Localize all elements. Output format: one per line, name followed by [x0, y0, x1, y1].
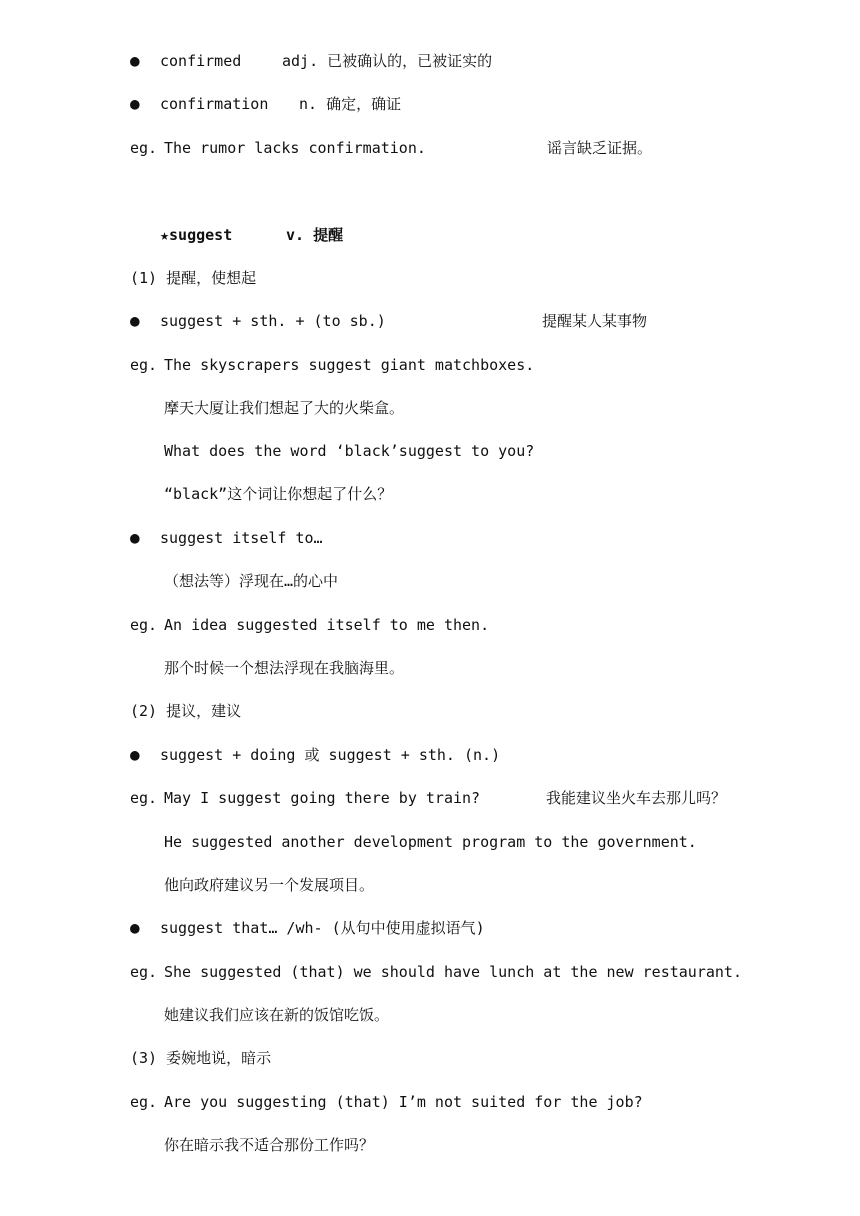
vocab-word: confirmation [160, 95, 269, 113]
sense-heading: (1) 提醒，使想起 [130, 269, 257, 287]
example-english: She suggested (that) we should have lunch at the new restaurant. [164, 963, 742, 981]
example-label: eg. [130, 139, 158, 157]
bullet-icon: ● [130, 94, 140, 113]
vocab-word: confirmed [160, 52, 242, 70]
example-english: An idea suggested itself to me then. [164, 616, 490, 634]
example-english: The rumor lacks confirmation. [164, 139, 426, 157]
example-label: eg. [130, 963, 158, 981]
example-english: What does the word ‘black’suggest to you? [164, 442, 535, 460]
example-chinese: 她建议我们应该在新的饭馆吃饭。 [164, 1006, 390, 1024]
example-chinese: 你在暗示我不适合那份工作吗？ [164, 1136, 375, 1154]
example-chinese: 我能建议坐火车去那儿吗？ [546, 789, 727, 807]
example-label: eg. [130, 616, 158, 634]
bullet-icon: ● [130, 745, 140, 764]
bullet-icon: ● [130, 918, 140, 937]
example-chinese: 摩天大厦让我们想起了大的火柴盒。 [164, 399, 405, 417]
example-chinese: 他向政府建议另一个发展项目。 [164, 876, 375, 894]
example-english: He suggested another development program to the government. [164, 833, 697, 851]
example-label: eg. [130, 1093, 158, 1111]
bullet-icon: ● [130, 51, 140, 70]
usage-pattern: suggest itself to… [160, 529, 323, 547]
example-label: eg. [130, 356, 158, 374]
bullet-icon: ● [130, 311, 140, 330]
example-english: May I suggest going there by train? [164, 789, 481, 807]
sense-heading: (3) 委婉地说，暗示 [130, 1049, 272, 1067]
sense-heading: (2) 提议，建议 [130, 702, 242, 720]
usage-pattern: suggest + doing 或 suggest + sth. (n.) [160, 746, 501, 764]
example-chinese: “black”这个词让你想起了什么？ [164, 485, 393, 503]
usage-chinese: 提醒某人某事物 [542, 312, 648, 330]
vocab-definition: adj. 已被确认的，已被证实的 [282, 52, 493, 70]
entry-headword: ★suggest [160, 226, 233, 244]
usage-chinese: （想法等）浮现在…的心中 [164, 572, 339, 590]
example-english: The skyscrapers suggest giant matchboxes. [164, 356, 535, 374]
entry-pos-definition: v. 提醒 [286, 226, 344, 244]
bullet-icon: ● [130, 528, 140, 547]
example-english: Are you suggesting (that) I’m not suited for the job? [164, 1093, 643, 1111]
example-chinese: 谣言缺乏证据。 [547, 139, 653, 157]
example-chinese: 那个时候一个想法浮现在我脑海里。 [164, 659, 405, 677]
vocab-definition: n. 确定，确证 [299, 95, 402, 113]
usage-pattern: suggest + sth. + (to sb.) [160, 312, 386, 330]
example-label: eg. [130, 789, 158, 807]
usage-pattern: suggest that… /wh- (从句中使用虚拟语气) [160, 919, 485, 937]
